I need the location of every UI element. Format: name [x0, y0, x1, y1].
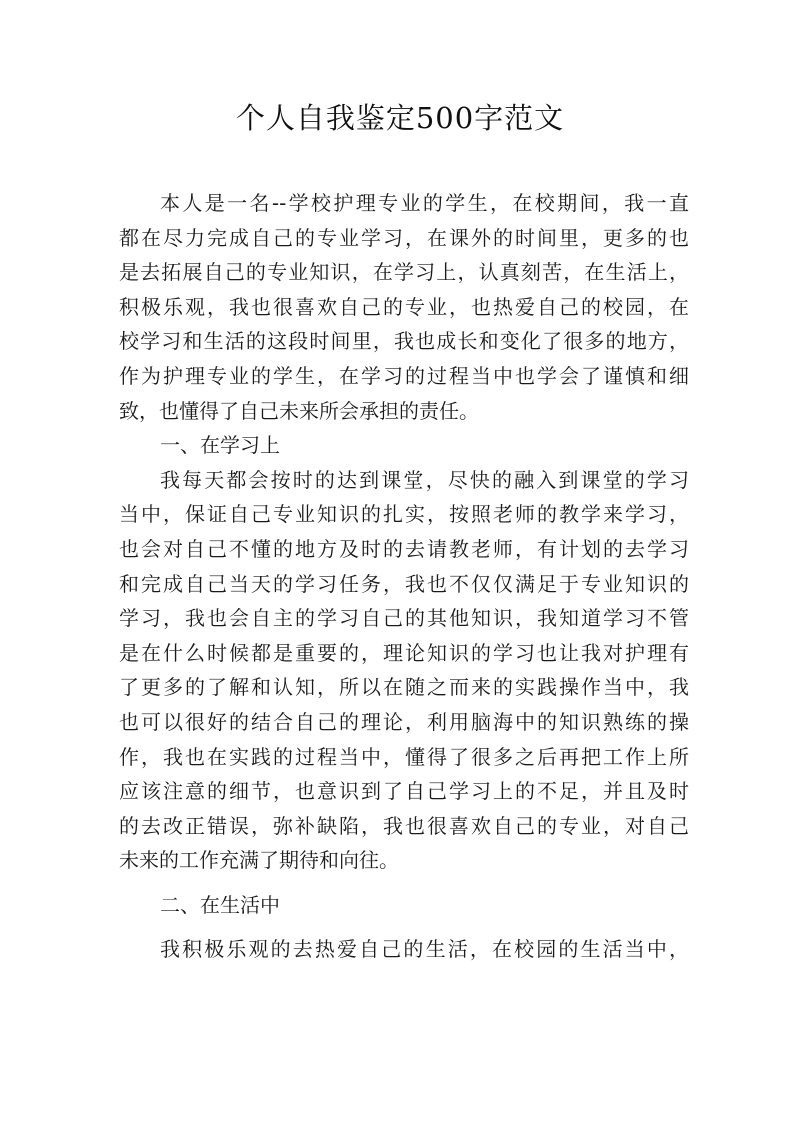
paragraph-2-line-7: 了更多的了解和认知，所以在随之而来的实践操作当中，我	[119, 675, 689, 700]
paragraph-2-line-4: 和完成自己当天的学习任务，我也不仅仅满足于专业知识的	[119, 571, 689, 596]
paragraph-2-line-11: 的去改正错误，弥补缺陷，我也很喜欢自己的专业，对自己	[119, 813, 689, 838]
paragraph-2-line-3: 也会对自己不懂的地方及时的去请教老师，有计划的去学习	[119, 536, 689, 561]
document-title: 个人自我鉴定500字范文	[235, 101, 565, 135]
paragraph-1-line-2: 都在尽力完成自己的专业学习，在课外的时间里，更多的也	[119, 225, 689, 250]
paragraph-2-line-1: 我每天都会按时的达到课堂，尽快的融入到课堂的学习	[160, 467, 689, 492]
paragraph-1-line-7: 致，也懂得了自己未来所会承担的责任。	[119, 398, 479, 423]
paragraph-2-line-12: 未来的工作充满了期待和向往。	[119, 848, 399, 873]
section-gap	[119, 878, 689, 888]
section-heading-life: 二、在生活中	[160, 892, 280, 917]
paragraph-2-line-10: 应该注意的细节，也意识到了自己学习上的不足，并且及时	[119, 779, 689, 804]
section-gap	[119, 922, 689, 932]
paragraph-2-line-2: 当中，保证自己专业知识的扎实，按照老师的教学来学习，	[119, 502, 689, 527]
paragraph-1-line-3: 是去拓展自己的专业知识，在学习上，认真刻苦，在生活上，	[119, 260, 689, 285]
section-heading-study: 一、在学习上	[160, 433, 280, 458]
paragraph-3-line-1: 我积极乐观的去热爱自己的生活，在校园的生活当中，	[160, 937, 689, 962]
paragraph-1-line-6: 作为护理专业的学生，在学习的过程当中也学会了谨慎和细	[119, 363, 689, 388]
paragraph-2-line-6: 是在什么时候都是重要的，理论知识的学习也让我对护理有	[119, 640, 689, 665]
paragraph-2-line-5: 学习，我也会自主的学习自己的其他知识，我知道学习不管	[119, 606, 689, 631]
paragraph-1-line-5: 校学习和生活的这段时间里，我也成长和变化了很多的地方，	[119, 329, 689, 354]
paragraph-1-line-1: 本人是一名--学校护理专业的学生，在校期间，我一直	[160, 191, 689, 215]
document-body	[119, 186, 689, 967]
paragraph-2-line-9: 作，我也在实践的过程当中，懂得了很多之后再把工作上所	[119, 744, 689, 769]
paragraph-1-line-4: 积极乐观，我也很喜欢自己的专业，也热爱自己的校园，在	[119, 294, 689, 319]
paragraph-2-line-8: 也可以很好的结合自己的理论，利用脑海中的知识熟练的操	[119, 709, 689, 734]
